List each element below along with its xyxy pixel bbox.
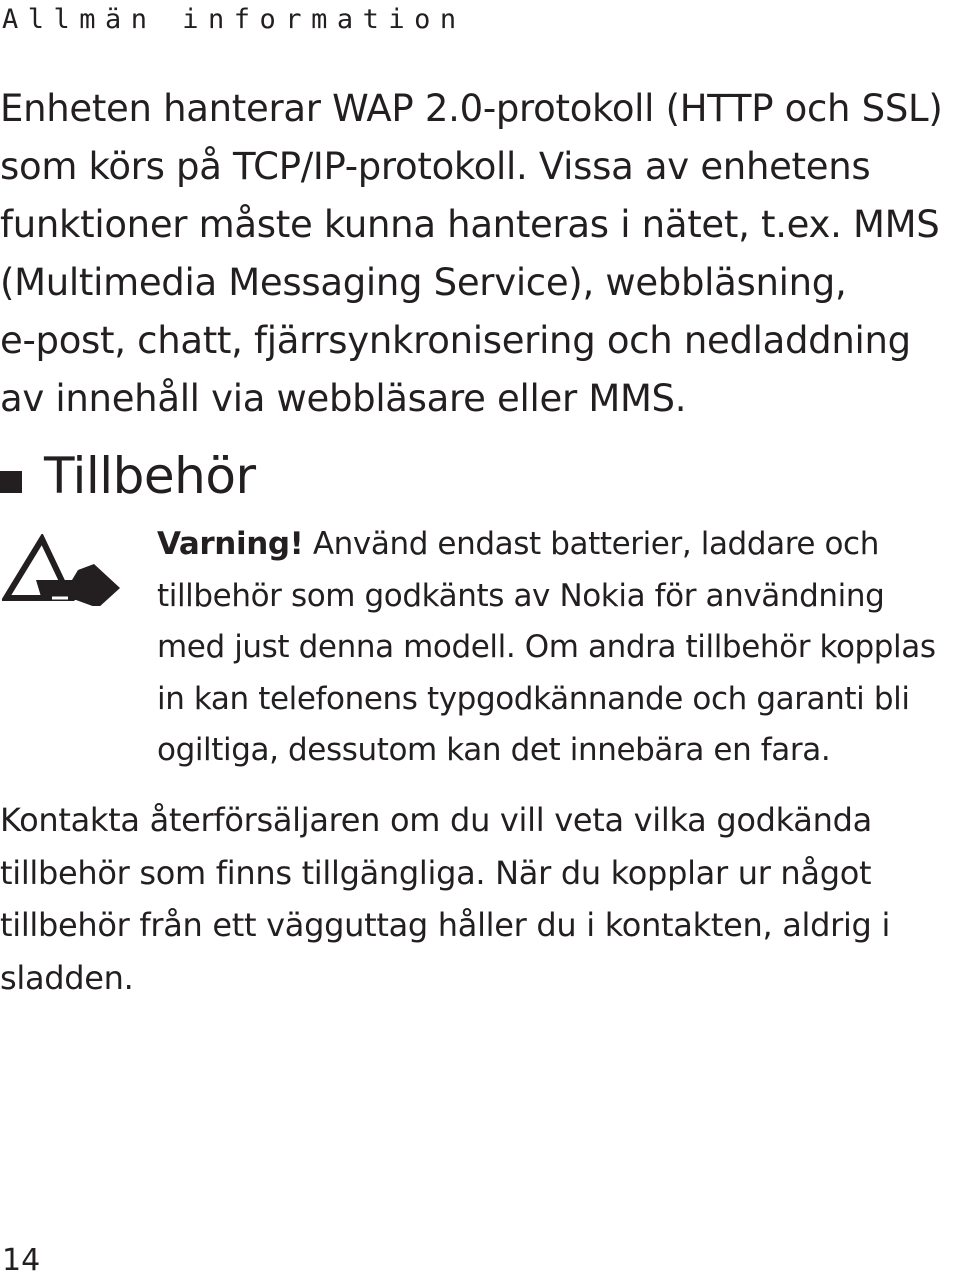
warning-line: ogiltiga, dessutom kan det innebära en fara. <box>157 732 831 768</box>
warning-first-line <box>157 519 957 571</box>
square-bullet-icon <box>0 471 22 493</box>
body-line: Kontakta återförsäljaren om du vill veta vilka godkända <box>0 801 872 839</box>
warning-paragraph <box>157 519 957 777</box>
intro-paragraph <box>0 80 945 428</box>
body-line: tillbehör som finns tillgängliga. När du kopplar ur något <box>0 853 872 892</box>
warning-line: in kan telefonens typgodkännande och garanti bli <box>157 680 910 717</box>
body-line: sladden. <box>0 958 134 997</box>
intro-line: funktioner måste kunna hanteras i nätet, t.ex. MMS <box>0 203 940 246</box>
page-number: 14 <box>2 1243 41 1278</box>
running-header-title: Allmän information <box>2 4 466 35</box>
intro-line: som körs på TCP/IP-protokoll. Vissa av enhetens <box>0 145 871 188</box>
warning-hand-icon <box>2 534 122 606</box>
section-heading-text: Tillbehör <box>44 447 256 505</box>
intro-line: e-post, chatt, fjärrsynkronisering och nedladdning <box>0 319 911 362</box>
section-heading <box>0 446 256 506</box>
intro-line: (Multimedia Messaging Service), webbläsning, <box>0 261 847 304</box>
intro-line: Enheten hanterar WAP 2.0-protokoll (HTTP och SSL) <box>0 87 943 130</box>
intro-line: av innehåll via webbläsare eller MMS. <box>0 377 687 420</box>
warning-label: Varning! <box>157 526 304 562</box>
accessories-paragraph <box>0 794 945 1004</box>
warning-line-rest: Använd endast batterier, laddare och <box>303 526 879 562</box>
body-line: tillbehör från ett vägguttag håller du i kontakten, aldrig i <box>0 906 891 944</box>
warning-line: tillbehör som godkänts av Nokia för användning <box>157 577 885 614</box>
warning-line: med just denna modell. Om andra tillbehör kopplas <box>157 629 936 665</box>
